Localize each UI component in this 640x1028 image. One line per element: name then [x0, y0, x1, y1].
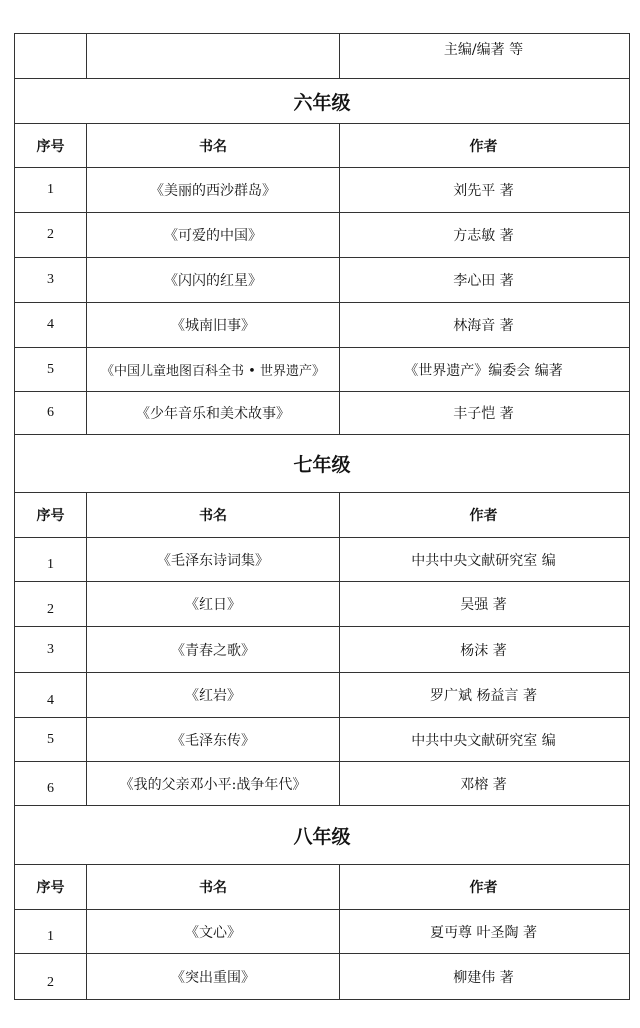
row-author: 方志敏 著 — [453, 228, 514, 244]
table-row — [15, 258, 629, 303]
row-book-title: 《青春之歌》 — [87, 627, 340, 672]
row-author: 夏丏尊 叶圣陶 著 — [430, 924, 537, 941]
row-author: 丰子恺 著 — [453, 406, 514, 422]
row-author: 杨沫 著 — [460, 642, 507, 659]
table-row — [15, 582, 629, 627]
header-title: 书名 — [87, 493, 340, 537]
table-row — [15, 762, 629, 806]
row-author: 吴强 著 — [460, 597, 507, 613]
row-author: 刘先平 著 — [453, 183, 514, 199]
row-book-title: 《毛泽东传》 — [87, 718, 340, 761]
row-author: 林海音 著 — [453, 318, 514, 334]
table-row — [15, 627, 629, 673]
row-no: 2 — [15, 582, 87, 626]
cell-no — [15, 34, 87, 78]
row-no: 4 — [15, 673, 87, 717]
table-row — [15, 538, 629, 582]
row-book-title: 《少年音乐和美术故事》 — [87, 392, 340, 434]
row-book-title: 《可爱的中国》 — [87, 213, 340, 257]
row-book-title: 《红岩》 — [87, 673, 340, 717]
row-book-title: 《闪闪的红星》 — [87, 258, 340, 302]
table-row — [15, 718, 629, 762]
header-author: 作者 — [469, 508, 498, 524]
header-author: 作者 — [469, 880, 498, 896]
row-book-title: 《文心》 — [87, 910, 340, 953]
row-author: 《世界遗产》编委会 编著 — [404, 362, 563, 379]
reading-list-table — [14, 33, 630, 1000]
table-row — [15, 910, 629, 954]
row-no: 2 — [15, 213, 87, 257]
table-row — [15, 213, 629, 258]
row-book-title: 《中国儿童地图百科全书 • 世界遗产》 — [87, 348, 340, 391]
header-title: 书名 — [87, 865, 340, 909]
row-book-title: 《我的父亲邓小平:战争年代》 — [87, 762, 340, 805]
row-no: 6 — [15, 762, 87, 805]
row-book-title: 《毛泽东诗词集》 — [87, 538, 340, 581]
row-author: 中共中央文献研究室 编 — [411, 552, 556, 569]
row-no: 5 — [15, 718, 87, 761]
cell-author: 主编/编著 等 — [443, 42, 524, 58]
table-row — [15, 303, 629, 348]
row-no: 1 — [15, 168, 87, 212]
column-header-row — [15, 124, 629, 168]
row-book-title: 《突出重围》 — [87, 954, 340, 999]
row-no: 5 — [15, 348, 87, 391]
grade-heading: 八年级 — [15, 806, 629, 865]
header-no: 序号 — [15, 865, 87, 909]
row-author: 罗广斌 杨益言 著 — [430, 688, 537, 704]
row-no: 3 — [15, 258, 87, 302]
table-row — [15, 673, 629, 718]
grade-heading: 七年级 — [15, 435, 629, 493]
top-continuation-row — [15, 33, 629, 79]
table-row — [15, 168, 629, 213]
row-book-title: 《城南旧事》 — [87, 303, 340, 347]
column-header-row — [15, 865, 629, 910]
row-book-title: 《美丽的西沙群岛》 — [87, 168, 340, 212]
row-author: 李心田 著 — [453, 273, 514, 289]
row-no: 6 — [15, 392, 87, 434]
row-no: 3 — [15, 627, 87, 672]
row-author: 邓榕 著 — [460, 776, 507, 793]
cell-title — [87, 34, 340, 78]
row-author: 中共中央文献研究室 编 — [411, 732, 556, 749]
row-book-title: 《红日》 — [87, 582, 340, 626]
row-no: 2 — [15, 954, 87, 999]
header-title: 书名 — [87, 124, 340, 167]
row-no: 1 — [15, 538, 87, 581]
table-row — [15, 348, 629, 392]
row-no: 1 — [15, 910, 87, 953]
row-author: 柳建伟 著 — [453, 969, 514, 986]
table-row — [15, 954, 629, 1000]
header-author: 作者 — [469, 138, 498, 155]
grade-heading: 六年级 — [15, 79, 629, 124]
header-no: 序号 — [15, 493, 87, 537]
table-row — [15, 392, 629, 435]
row-no: 4 — [15, 303, 87, 347]
header-no: 序号 — [15, 124, 87, 167]
column-header-row — [15, 493, 629, 538]
